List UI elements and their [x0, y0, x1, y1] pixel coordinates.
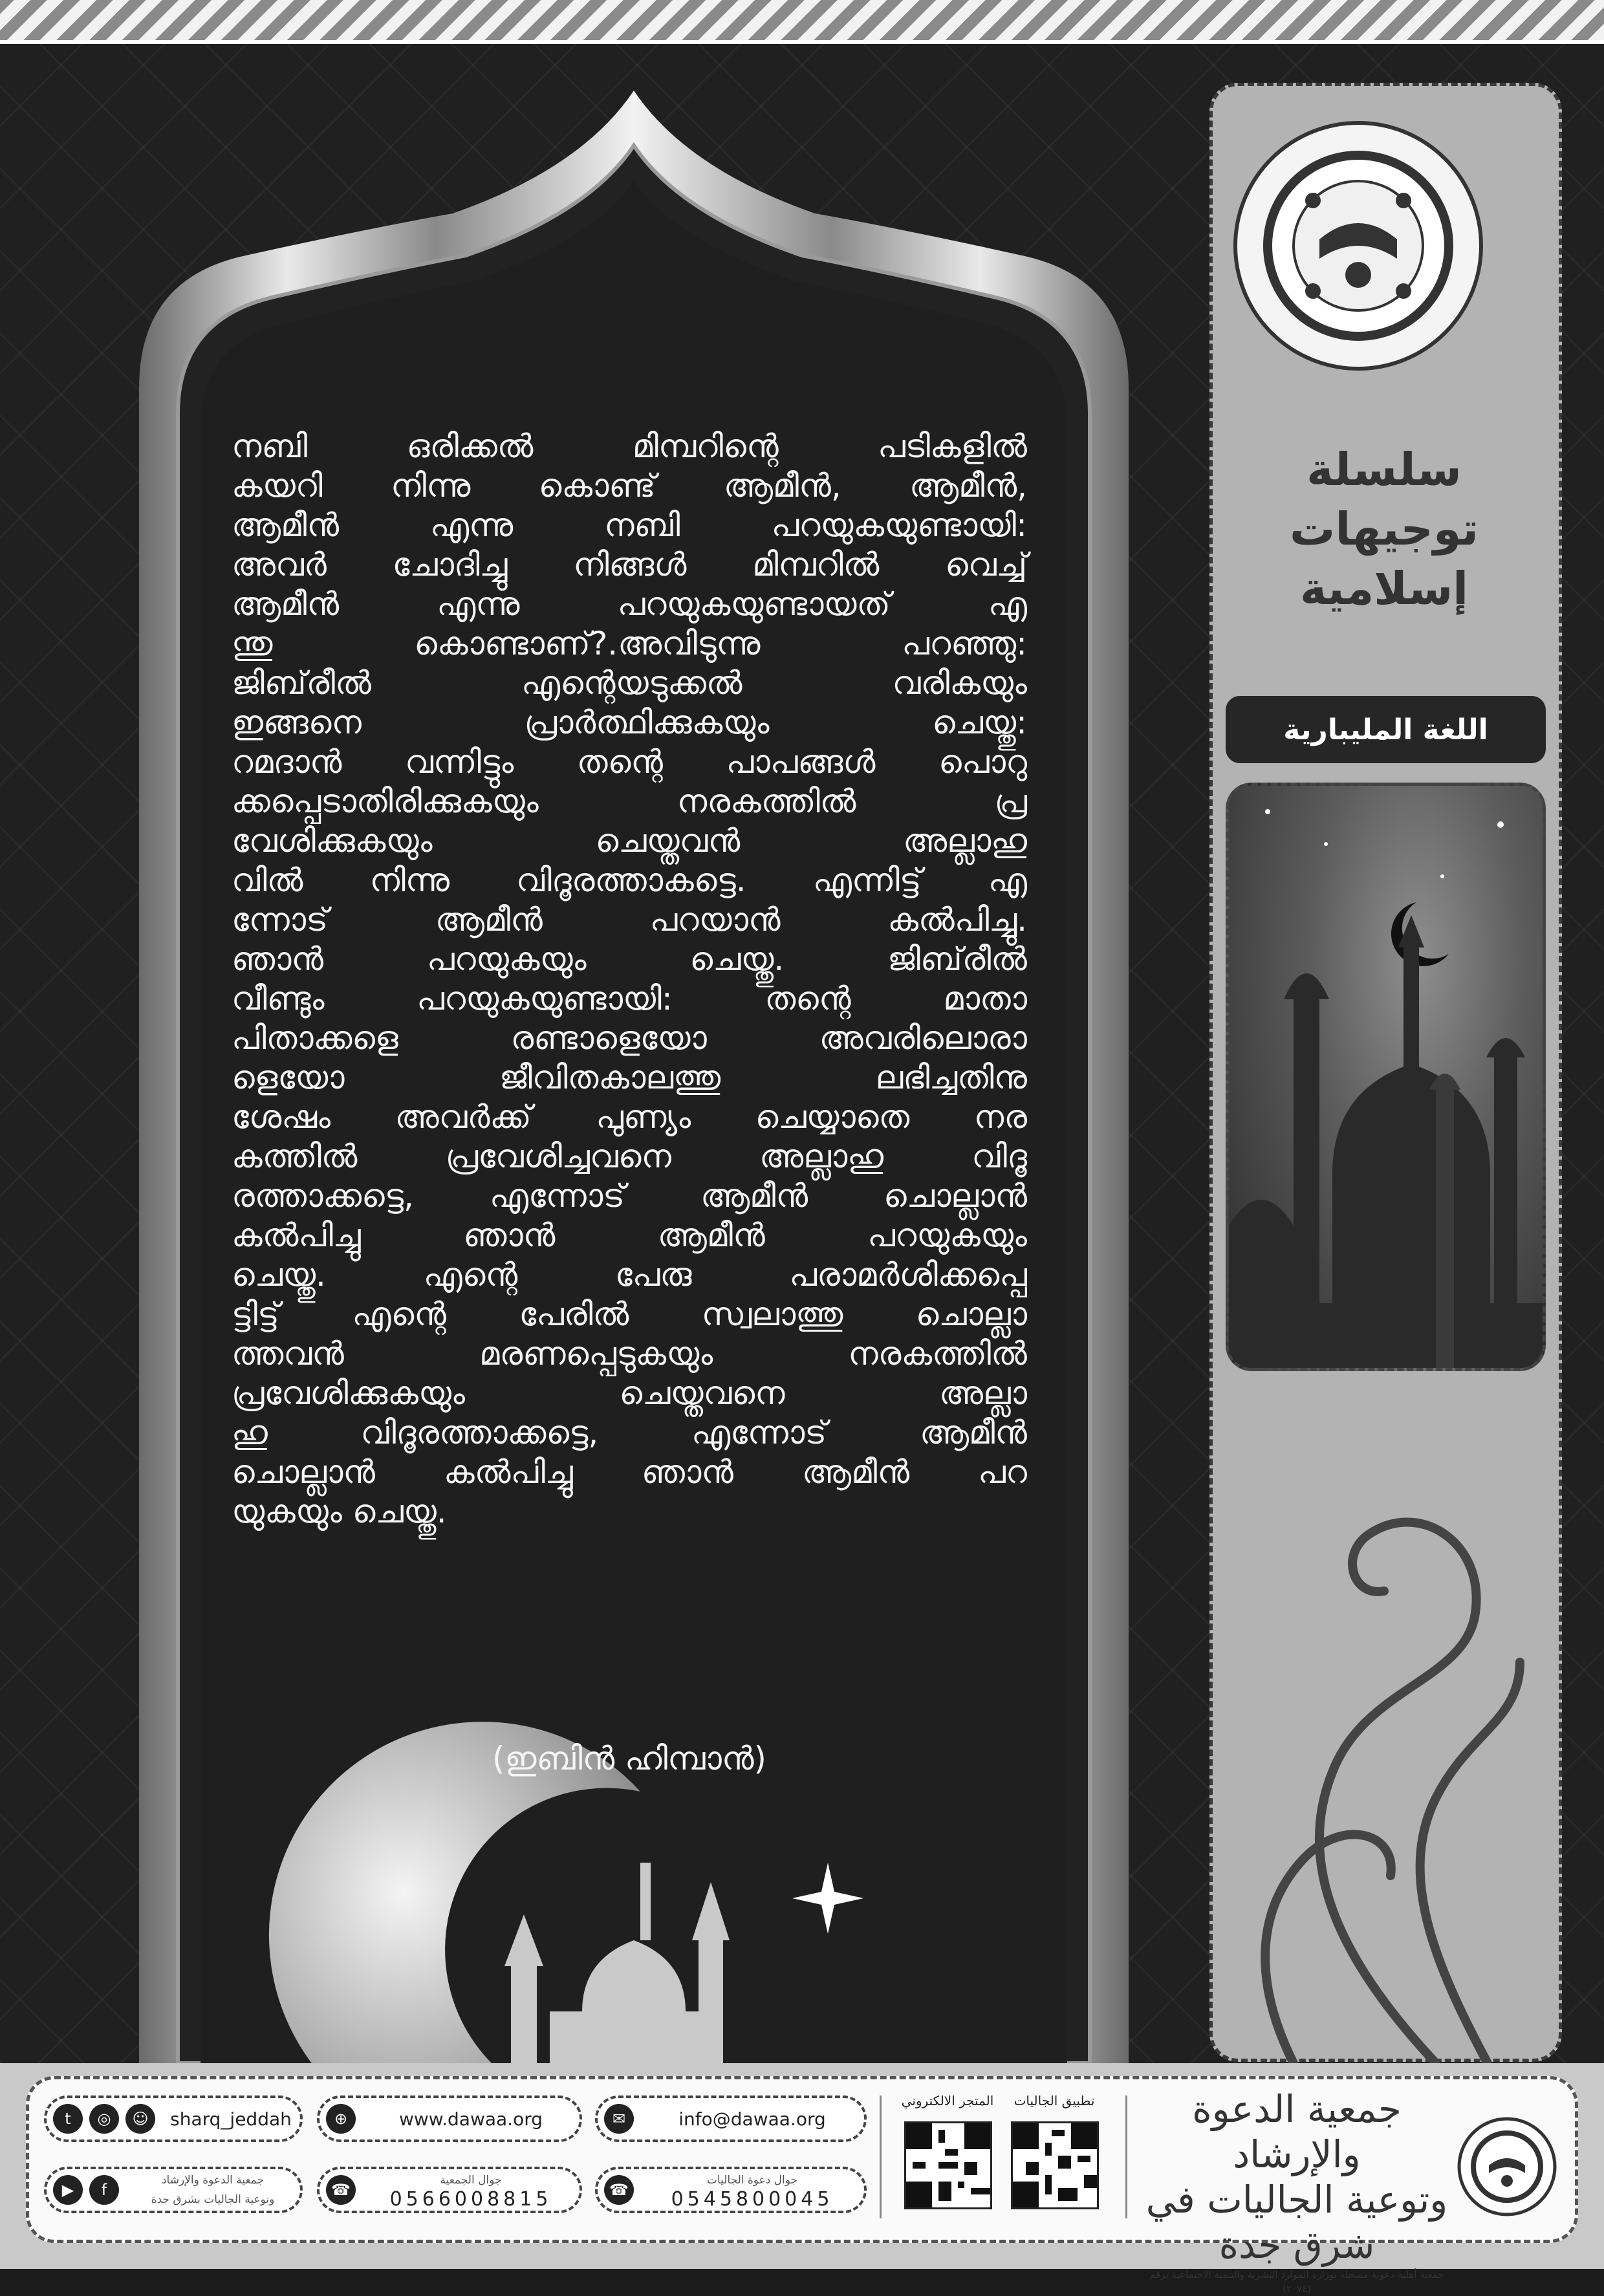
- text-line: ഹു വിദൂരത്താക്കട്ടെ, എന്നോട് ആമീൻ: [232, 1414, 1027, 1451]
- social-pages-pill[interactable]: [44, 2167, 303, 2213]
- series-title-line: إسلامية: [1299, 562, 1469, 615]
- text-line: യുകയും ചെയ്തു.: [232, 1493, 447, 1530]
- text-line: രത്താക്കട്ടെ, എന്നോട് ആമീൻ ചൊല്ലാൻ: [232, 1177, 1027, 1215]
- text-line: ന്നോട് ആമീൻ പറയാൻ കൽപിച്ചു.: [232, 901, 1027, 938]
- text-line: കൽപിച്ചു ഞാൻ ആമീൻ പറയുകയും: [232, 1217, 1027, 1254]
- text-line: ശേഷം അവർക്ക് പുണ്യം ചെയ്യാതെ നര: [232, 1098, 1027, 1136]
- text-line: വേശിക്കുകയും ചെയ്തവൻ അല്ലാഹു: [232, 822, 1027, 860]
- language-badge: اللغة المليبارية: [1226, 696, 1546, 763]
- organization-name: [1145, 2086, 1449, 2296]
- phone-block: [640, 2171, 864, 2209]
- divider: [880, 2096, 882, 2218]
- text-line: കത്തിൽ പ്രവേശിച്ചവനെ അല്ലാഹു വിദൂ: [232, 1138, 1027, 1175]
- text-line: പിതാക്കളെ രണ്ടാളെയോ അവരിലൊരാ: [232, 1019, 1027, 1057]
- org-name-line: جمعية الدعوة والإرشاد: [1192, 2087, 1402, 2176]
- series-title: [1216, 440, 1552, 618]
- ornament-swirl-icon: [1229, 1384, 1533, 2063]
- twitter-icon[interactable]: t: [53, 2104, 83, 2134]
- phone-label: جوال دعوة الجاليات: [706, 2174, 798, 2187]
- qr-code-app[interactable]: [1011, 2121, 1099, 2209]
- text-line: ന്തു കൊണ്ടാണ്?.അവിടുന്നു പറഞ്ഞു:: [232, 625, 1027, 662]
- website-link[interactable]: www.dawaa.org: [398, 2108, 543, 2130]
- qr-label: تطبيق الجاليات: [1013, 2093, 1095, 2108]
- social-handle-pill[interactable]: [44, 2096, 303, 2142]
- email-link[interactable]: info@dawaa.org: [678, 2108, 826, 2130]
- text-line: നബി ഒരിക്കൽ മിമ്പറിന്റെ പടികളിൽ: [232, 428, 1027, 465]
- text-line: ഇങ്ങനെ പ്രാർത്ഥിക്കുകയും ചെയ്തു:: [232, 704, 1027, 741]
- social-handle[interactable]: sharq_jeddah: [170, 2108, 292, 2130]
- phone-pill[interactable]: [317, 2167, 582, 2213]
- organization-logo: [1222, 110, 1494, 382]
- phone-pill[interactable]: [595, 2167, 867, 2213]
- text-line: ജിബ്‌രീൽ എന്റെയടുക്കൽ വരികയും: [232, 664, 1027, 702]
- org-short-name: [125, 2171, 300, 2209]
- series-title-line: توجيهات: [1289, 503, 1479, 556]
- phone-number[interactable]: 0545800045: [671, 2188, 834, 2211]
- text-line: പ്രവേശിക്കുകയും ചെയ്തവനെ അല്ലാ: [232, 1374, 1027, 1412]
- org-name-line: وتوعية الجاليات في شرق جدة: [1145, 2178, 1448, 2267]
- divider: [1125, 2096, 1127, 2218]
- text-line: വിൽ നിന്നു വിദൂരത്താകട്ടെ. എന്നിട്ട് എ: [232, 861, 1027, 899]
- footer-logo-icon: [1455, 2115, 1559, 2218]
- mosque-illustration-card: [1226, 783, 1546, 1371]
- phone-number[interactable]: 0566008815: [389, 2188, 552, 2211]
- org-short-name-line: جمعية الدعوة والإرشاد: [161, 2174, 265, 2187]
- facebook-icon[interactable]: f: [89, 2175, 119, 2205]
- text-line: ട്ടിട്ട് എന്റെ പേരിൽ സ്വലാത്തു ചൊല്ലാ: [232, 1295, 1027, 1333]
- phone-block: [362, 2171, 580, 2209]
- youtube-icon[interactable]: ▶: [53, 2175, 83, 2205]
- text-line: ത്തവൻ മരണപ്പെടുകയും നരകത്തിൽ: [232, 1335, 1027, 1372]
- text-line: വീണ്ടും പറയുകയുണ്ടായി: തന്റെ മാതാ: [232, 980, 1027, 1017]
- phone-icon: ☎: [326, 2175, 356, 2205]
- org-short-name-line: وتوعية الجاليات بشرق جدة: [151, 2193, 275, 2206]
- instagram-icon[interactable]: ◎: [89, 2104, 119, 2134]
- text-line: ളെയോ ജീവിതകാലത്തു ലഭിച്ചതിനു: [232, 1059, 1027, 1096]
- snapchat-icon[interactable]: ☺: [125, 2104, 155, 2134]
- text-line: ചെയ്തു. എന്റെ പേരു പരാമർശിക്കപ്പെ: [232, 1256, 1027, 1294]
- text-line: റമദാൻ വന്നിട്ടും തന്റെ പാപങ്ങൾ പൊറു: [232, 743, 1027, 781]
- text-line: ചൊല്ലാൻ കൽപിച്ചു ഞാൻ ആമീൻ പറ: [232, 1453, 1027, 1491]
- citation: (ഇബിൻ ഹിമ്പാൻ): [492, 1740, 767, 1777]
- text-line: ആമീൻ എന്നു പറയുകയുണ്ടായത് എ: [232, 585, 1027, 623]
- series-title-line: سلسلة: [1306, 443, 1462, 496]
- email-pill[interactable]: [595, 2096, 867, 2142]
- website-pill[interactable]: [317, 2096, 582, 2142]
- text-line: കയറി നിന്നു കൊണ്ട് ആമീൻ, ആമീൻ,: [232, 467, 1027, 504]
- phone-icon: ☎: [604, 2175, 634, 2205]
- text-line: ഞാൻ പറയുകയും ചെയ്തു. ജിബ്‌രീൽ: [232, 940, 1027, 978]
- text-line: ആമീൻ എന്നു നബി പറയുകയുണ്ടായി:: [232, 506, 1027, 544]
- qr-label: المتجر الالكتروني: [901, 2093, 994, 2108]
- phone-label: جوال الجمعية: [440, 2174, 502, 2187]
- org-registration: جمعية أهلية دعوية مسجلة بوزارة الموارد البشرية والتنمية الاجتماعية برقم (٢٠٧٤): [1149, 2269, 1444, 2295]
- hadith-text: [232, 427, 1027, 1532]
- text-line: ക്കപ്പെടാതിരിക്കുകയും നരകത്തിൽ പ്ര: [232, 783, 1027, 820]
- mail-icon: ✉: [604, 2104, 634, 2134]
- globe-icon: ⊕: [326, 2104, 356, 2134]
- qr-code-store[interactable]: [904, 2121, 992, 2209]
- text-line: അവർ ചോദിച്ചു നിങ്ങൾ മിമ്പറിൽ വെച്ച്: [232, 546, 1027, 583]
- mosque-night-icon: [1229, 786, 1543, 1368]
